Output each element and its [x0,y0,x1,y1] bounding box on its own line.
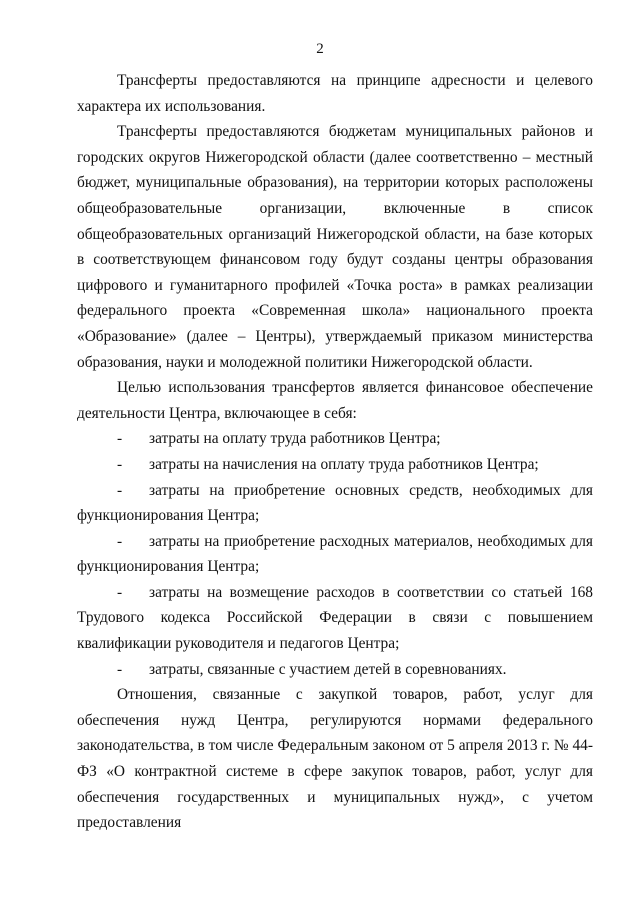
paragraph-transfer-principle: Трансферты предоставляются на принципе адресности и целевого характера их использования. [77,72,593,115]
list-marker: - [117,660,123,678]
list-item [77,529,593,580]
paragraph-transfer-purpose: Целью использования трансфертов является финансовое обеспечение деятельности Центра, включающее в себя: [77,379,593,422]
list-item-text: затраты на начисления на оплату труда работников Центра; [149,455,539,473]
paragraph-procurement: Отношения, связанные с закупкой товаров, работ, услуг для обеспечения нужд Центра, регулируются нормами федерального законодательства, в том числе Федеральным законом от 5 апреля 2013 г. № 44-ФЗ «О контрактной системе в сфере закупок товаров, работ, услуг для обеспечения государственных и муниципальных нужд», с учетом предоставления [77,686,593,832]
list-item [77,657,593,683]
list-item-text: затраты на возмещение расходов в соответствии со статьей 168 Трудового кодекса Российской Федерации в связи с повышением квалификации руководителя и педагогов Центра; [77,583,593,653]
list-marker: - [117,455,123,473]
document-body [77,68,593,836]
list-item-text: затраты, связанные с участием детей в соревнованиях. [149,660,507,678]
list-marker: - [117,532,123,550]
list-marker: - [117,583,123,601]
list-item [77,426,593,452]
list-item-text: затраты на приобретение основных средств, необходимых для функционирования Центра; [77,481,593,525]
list-marker: - [117,430,123,448]
list-item-text: затраты на приобретение расходных материалов, необходимых для функционирования Центра; [77,532,593,576]
list-item-text: затраты на оплату труда работников Центра; [149,430,441,448]
page-number: 2 [316,41,324,57]
list-marker: - [117,481,123,499]
list-item [77,580,593,657]
list-item [77,452,593,478]
list-item [77,478,593,529]
paragraph-transfer-recipients: Трансферты предоставляются бюджетам муниципальных районов и городских округов Нижегородской области (далее соответственно – местный бюджет, муниципальные образования), на территории которых расположены общеобразовательные организации, включенные в список общеобразовательных организаций Нижегородской области, на базе которых в соответствующем финансовом году будут созданы центры образования цифрового и гуманитарного профилей «Точка роста» в рамках реализации федерального проекта «Современная школа» национального проекта «Образование» (далее – Центры), утверждаемый приказом министерства образования, науки и молодежной политики Нижегородской области. [77,123,593,371]
